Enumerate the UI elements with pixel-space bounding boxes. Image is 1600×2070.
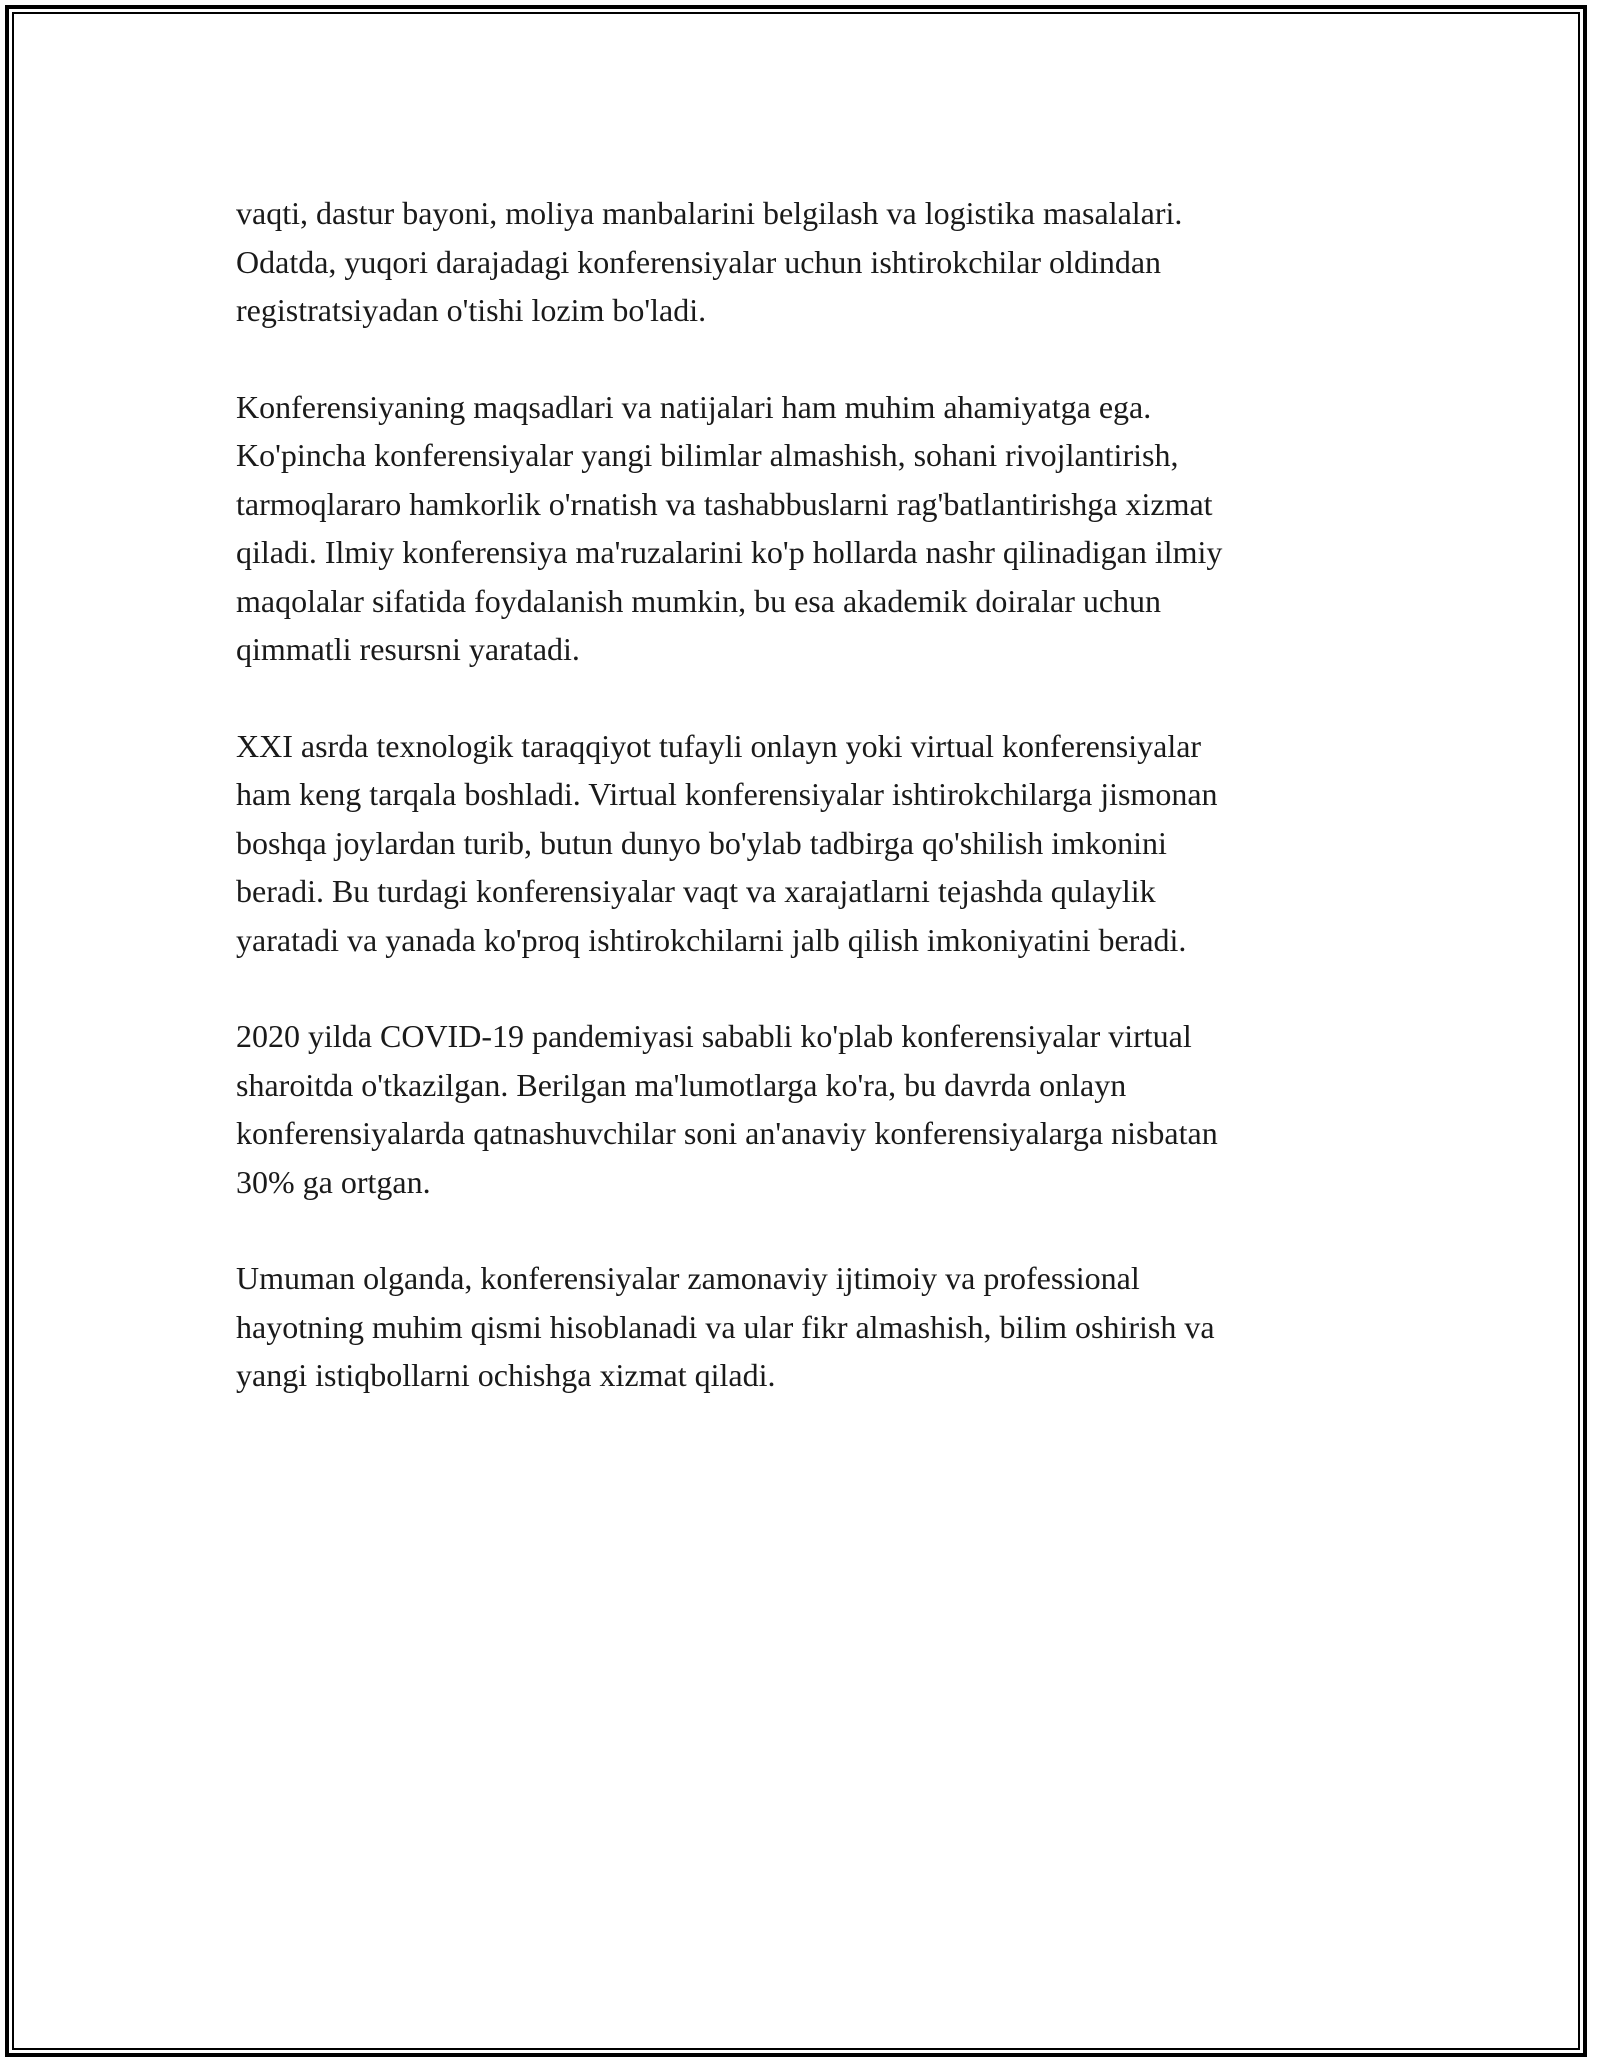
paragraph-2: Konferensiyaning maqsadlari va natijalari ham muhim ahamiyatga ega. Ko'pincha konferensiyalar yangi bilimlar almashish, sohani rivojlantirish, tarmoqlararo hamkorlik o'rnatish va tashabbuslarni rag'batlantirishga xizmat qiladi. Ilmiy konferensiya ma'ruzalarini ko'p hollarda nashr qilinadigan ilmiy maqolalar sifatida foydalanish mumkin, bu esa akademik doiralar uchun qimmatli resursni yaratadi.: [236, 388, 1223, 667]
paragraph-5: Umuman olganda, konferensiyalar zamonaviy ijtimoiy va professional hayotning muhim qismi hisoblanadi va ular fikr almashish, bilim oshirish va yangi istiqbollarni ochishga xizmat qiladi.: [236, 1260, 1215, 1393]
paragraph-1: vaqti, dastur bayoni, moliya manbalarini belgilash va logistika masalalari. Odatda, yuqori darajadagi konferensiyalar uchun ishtirokchilar oldindan registratsiyadan o'tishi lozim bo'ladi.: [236, 195, 1183, 328]
paragraph-3: XXI asrda texnologik taraqqiyot tufayli onlayn yoki virtual konferensiyalar ham keng tarqala boshladi. Virtual konferensiyalar ishtirokchilarga jismonan boshqa joylardan turib, butun dunyo bo'ylab tadbirga qo'shilish imkonini beradi. Bu turdagi konferensiyalar vaqt va xarajatlarni tejashda qulaylik yaratadi va yanada ko'proq ishtirokchilarni jalb qilish imkoniyatini beradi.: [236, 727, 1218, 958]
document-body: [236, 189, 1386, 1448]
paragraph-4: 2020 yilda COVID-19 pandemiyasi sababli ko'plab konferensiyalar virtual sharoitda o'tkazilgan. Berilgan ma'lumotlarga ko'ra, bu davrda onlayn konferensiyalarda qatnashuvchilar soni an'anaviy konferensiyalarga nisbatan 30% ga ortgan.: [236, 1018, 1218, 1200]
